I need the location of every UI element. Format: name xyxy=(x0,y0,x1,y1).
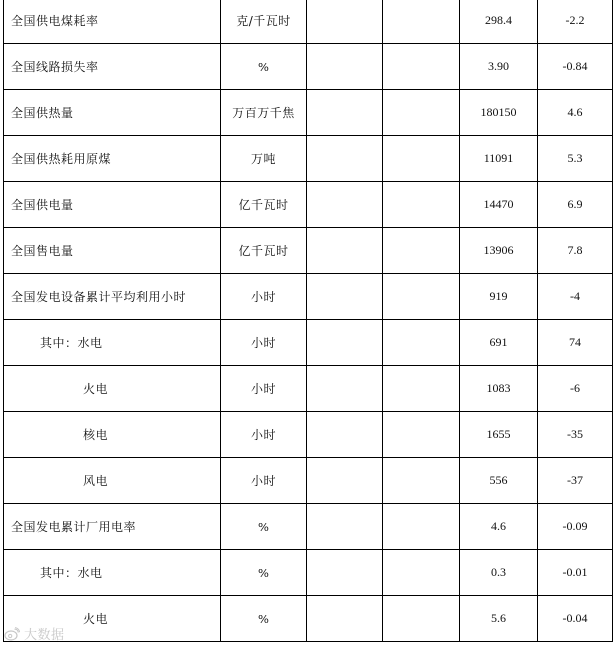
unit-cell: 亿千瓦时 xyxy=(221,182,307,228)
table-row xyxy=(4,596,613,642)
value-cell: 5.6 xyxy=(460,596,538,642)
empty-cell xyxy=(307,412,383,458)
indicator-name-cell: 风电 xyxy=(4,458,221,504)
empty-cell xyxy=(307,504,383,550)
empty-cell xyxy=(307,90,383,136)
indicator-name-cell: 全国售电量 xyxy=(4,228,221,274)
change-cell: -37 xyxy=(538,458,613,504)
indicator-name-cell: 全国供电量 xyxy=(4,182,221,228)
empty-cell xyxy=(383,550,460,596)
table-row xyxy=(4,44,613,90)
indicator-name-cell: 其中：水电 xyxy=(4,550,221,596)
change-cell: -2.2 xyxy=(538,0,613,44)
unit-cell: 小时 xyxy=(221,366,307,412)
table-row xyxy=(4,228,613,274)
indicator-name-cell: 全国发电设备累计平均利用小时 xyxy=(4,274,221,320)
empty-cell xyxy=(383,274,460,320)
empty-cell xyxy=(307,228,383,274)
table-row xyxy=(4,182,613,228)
empty-cell xyxy=(383,412,460,458)
empty-cell xyxy=(307,182,383,228)
watermark-text: 大数据 xyxy=(24,628,65,643)
empty-cell xyxy=(307,320,383,366)
value-cell: 14470 xyxy=(460,182,538,228)
change-cell: -6 xyxy=(538,366,613,412)
indicator-name-cell: 全国供热量 xyxy=(4,90,221,136)
unit-cell: % xyxy=(221,504,307,550)
value-cell: 691 xyxy=(460,320,538,366)
empty-cell xyxy=(307,44,383,90)
empty-cell xyxy=(383,458,460,504)
change-cell: 4.6 xyxy=(538,90,613,136)
table-row xyxy=(4,320,613,366)
unit-cell: 万吨 xyxy=(221,136,307,182)
value-cell: 180150 xyxy=(460,90,538,136)
change-cell: -0.04 xyxy=(538,596,613,642)
value-cell: 0.3 xyxy=(460,550,538,596)
change-cell: 7.8 xyxy=(538,228,613,274)
empty-cell xyxy=(383,90,460,136)
change-cell: 6.9 xyxy=(538,182,613,228)
statistics-table-body xyxy=(4,0,613,642)
table-row xyxy=(4,136,613,182)
change-cell: -4 xyxy=(538,274,613,320)
value-cell: 298.4 xyxy=(460,0,538,44)
unit-cell: 小时 xyxy=(221,458,307,504)
unit-cell: 小时 xyxy=(221,412,307,458)
indicator-name-cell: 全国供电煤耗率 xyxy=(4,0,221,44)
indicator-name-cell: 火电 xyxy=(4,366,221,412)
unit-cell: 万百万千焦 xyxy=(221,90,307,136)
weibo-logo-icon xyxy=(4,627,20,641)
value-cell: 4.6 xyxy=(460,504,538,550)
empty-cell xyxy=(383,320,460,366)
indicator-name-cell: 核电 xyxy=(4,412,221,458)
indicator-name-cell: 其中：水电 xyxy=(4,320,221,366)
change-cell: 74 xyxy=(538,320,613,366)
table-row xyxy=(4,550,613,596)
value-cell: 1083 xyxy=(460,366,538,412)
value-cell: 13906 xyxy=(460,228,538,274)
empty-cell xyxy=(307,0,383,44)
indicator-name-cell: 全国线路损失率 xyxy=(4,44,221,90)
table-row xyxy=(4,274,613,320)
value-cell: 11091 xyxy=(460,136,538,182)
unit-cell: % xyxy=(221,596,307,642)
empty-cell xyxy=(383,44,460,90)
indicator-name-cell: 火电 xyxy=(4,596,221,642)
value-cell: 556 xyxy=(460,458,538,504)
change-cell: -0.09 xyxy=(538,504,613,550)
value-cell: 919 xyxy=(460,274,538,320)
change-cell: -0.84 xyxy=(538,44,613,90)
statistics-table xyxy=(3,0,613,642)
unit-cell: % xyxy=(221,44,307,90)
empty-cell xyxy=(307,458,383,504)
empty-cell xyxy=(307,550,383,596)
change-cell: -35 xyxy=(538,412,613,458)
empty-cell xyxy=(307,596,383,642)
indicator-name-cell: 全国发电累计厂用电率 xyxy=(4,504,221,550)
indicator-name-cell: 全国供热耗用原煤 xyxy=(4,136,221,182)
empty-cell xyxy=(383,182,460,228)
empty-cell xyxy=(383,136,460,182)
empty-cell xyxy=(307,366,383,412)
value-cell: 3.90 xyxy=(460,44,538,90)
change-cell: -0.01 xyxy=(538,550,613,596)
unit-cell: 小时 xyxy=(221,320,307,366)
empty-cell xyxy=(383,366,460,412)
table-row xyxy=(4,412,613,458)
change-cell: 5.3 xyxy=(538,136,613,182)
table-row xyxy=(4,366,613,412)
table-row xyxy=(4,90,613,136)
value-cell: 1655 xyxy=(460,412,538,458)
empty-cell xyxy=(383,596,460,642)
empty-cell xyxy=(307,136,383,182)
table-row xyxy=(4,504,613,550)
unit-cell: 小时 xyxy=(221,274,307,320)
watermark xyxy=(4,624,65,643)
table-row xyxy=(4,458,613,504)
unit-cell: 克/千瓦时 xyxy=(221,0,307,44)
empty-cell xyxy=(383,228,460,274)
unit-cell: 亿千瓦时 xyxy=(221,228,307,274)
unit-cell: % xyxy=(221,550,307,596)
empty-cell xyxy=(307,274,383,320)
table-row xyxy=(4,0,613,44)
empty-cell xyxy=(383,504,460,550)
empty-cell xyxy=(383,0,460,44)
